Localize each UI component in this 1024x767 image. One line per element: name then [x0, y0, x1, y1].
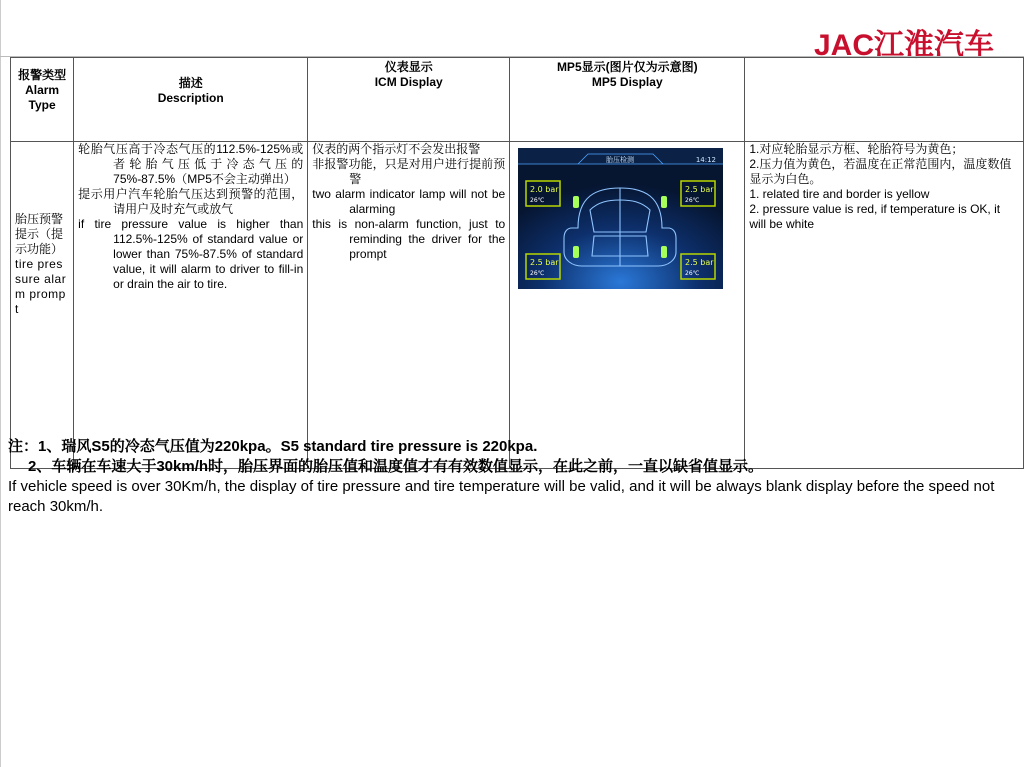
note-line-2: 2、车辆在车速大于30km/h时，胎压界面的胎压值和温度值才有有效数值显示，在此之前，一直以缺省值显示。 [28, 458, 764, 475]
mp5-tire-pressure-screen [518, 148, 723, 289]
svg-text:2.5 bar: 2.5 bar [530, 258, 559, 267]
mp5-display-cell [510, 142, 745, 469]
screen-clock: 14:12 [696, 156, 717, 164]
brand-logo: JAC江淮汽车 [813, 29, 994, 62]
header-remarks [745, 58, 1024, 142]
screen-title: 胎压检测 [606, 156, 635, 164]
remarks-cell: 1.对应轮胎显示方框、轮胎符号为黄色； 2.压力值为黄色，若温度在正常范围内，温度数值显示为白色。 1. related tire and border is yellow 2. pressure value is red, if temperature is OK, it will be white [745, 142, 1024, 469]
footnotes [8, 437, 1008, 517]
page-frame [0, 0, 1, 767]
icm-display-cell: 仪表的两个指示灯不会发出报警 非报警功能，只是对用户进行提前预警 two alarm indicator lamp will not be alarming this is non-alarm function, just to reminding the driver for the prompt [308, 142, 510, 469]
note-line-1: 注：1、瑞风S5的冷态气压值为220kpa。S5 standard tire pressure is 220kpa. [8, 438, 538, 455]
header-icm-display: 仪表显示 ICM Display [308, 58, 510, 142]
table-row [11, 142, 1024, 469]
note-line-3: If vehicle speed is over 30Km/h, the display of tire pressure and tire temperature will be valid, and it will be always blank display before the speed not reach 30km/h. [8, 478, 995, 515]
svg-text:26℃: 26℃ [685, 270, 700, 277]
alarm-spec-table [10, 57, 1024, 469]
header-alarm-type: 报警类型 Alarm Type [11, 58, 74, 142]
header-mp5-display: MP5显示(图片仅为示意图) MP5 Display [510, 58, 745, 142]
alarm-type-cell: 胎压预警提示（提示功能） tire pressure alarm prompt [11, 142, 74, 469]
svg-text:2.0 bar: 2.0 bar [530, 185, 559, 194]
svg-text:26℃: 26℃ [530, 197, 545, 204]
svg-text:26℃: 26℃ [530, 270, 545, 277]
svg-text:26℃: 26℃ [685, 197, 700, 204]
svg-text:2.5 bar: 2.5 bar [685, 258, 714, 267]
header-description: 描述 Description [74, 58, 308, 142]
description-cell: 轮胎气压高于冷态气压的112.5%-125%或者轮胎气压低于冷态气压的75%-87.5%（MP5不会主动弹出） 提示用户汽车轮胎气压达到预警的范围，请用户及时充气或放气 if tire pressure value is higher than 112.5%-125% of standard value or lower than 75%-87.5% of standard value, it will alarm to driver to fill-in or drain the air to tire. [74, 142, 308, 469]
svg-text:2.5 bar: 2.5 bar [685, 185, 714, 194]
table-header-row [11, 58, 1024, 142]
